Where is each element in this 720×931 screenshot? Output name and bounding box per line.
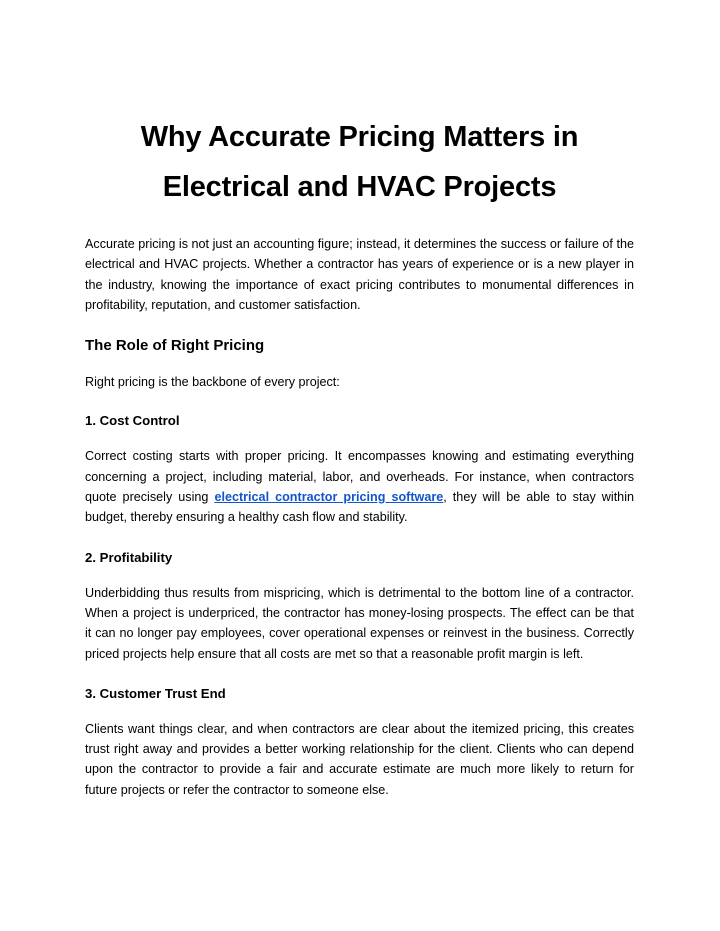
- role-paragraph: Right pricing is the backbone of every project:: [85, 375, 340, 390]
- customer-trust-paragraph: Clients want things clear, and when contractors are clear about the itemized pricing, this creates trust right away and provides a better working relationship for the client. Clients who can depend upon the contractor to provide a fair and accurate estimate are much more likely to return for future projects or refer the contractor to someone else.: [85, 721, 634, 797]
- profitability-heading: 2. Profitability: [85, 549, 173, 565]
- cost-control-text-before: Correct costing starts with proper pricing. It encompasses knowing and estimating everything concerning a project, including material, labor, and overheads. For instance, when contractors quote precisely using: [85, 449, 634, 505]
- cost-control-paragraph: [85, 446, 634, 527]
- role-heading: The Role of Right Pricing: [85, 337, 265, 355]
- profitability-paragraph: Underbidding thus results from mispricing, which is detrimental to the bottom line of a contractor. When a project is underpriced, the contractor has money-losing prospects. The effect can be that it can no longer pay employees, cover operational expenses or reinvest in the business. Correctly priced projects help ensure that all costs are met so that a reasonable profit margin is left.: [85, 585, 634, 661]
- document-title: Why Accurate Pricing Matters in Electrical and HVAC Projects: [140, 121, 579, 203]
- cost-control-heading: 1. Cost Control: [85, 413, 180, 429]
- pricing-software-link[interactable]: electrical contractor pricing software: [214, 490, 444, 505]
- cost-control-text-after: , they will be able to stay within budget, thereby ensuring a healthy cash flow and stability.: [85, 490, 634, 525]
- customer-trust-heading: 3. Customer Trust End: [85, 685, 226, 701]
- intro-paragraph: Accurate pricing is not just an accounting figure; instead, it determines the success or failure of the electrical and HVAC projects. Whether a contractor has years of experience or is a new player in the industry, knowing the importance of exact pricing contributes to monumental differences in profitability, reputation, and customer satisfaction.: [85, 237, 634, 312]
- document-content: [85, 112, 634, 800]
